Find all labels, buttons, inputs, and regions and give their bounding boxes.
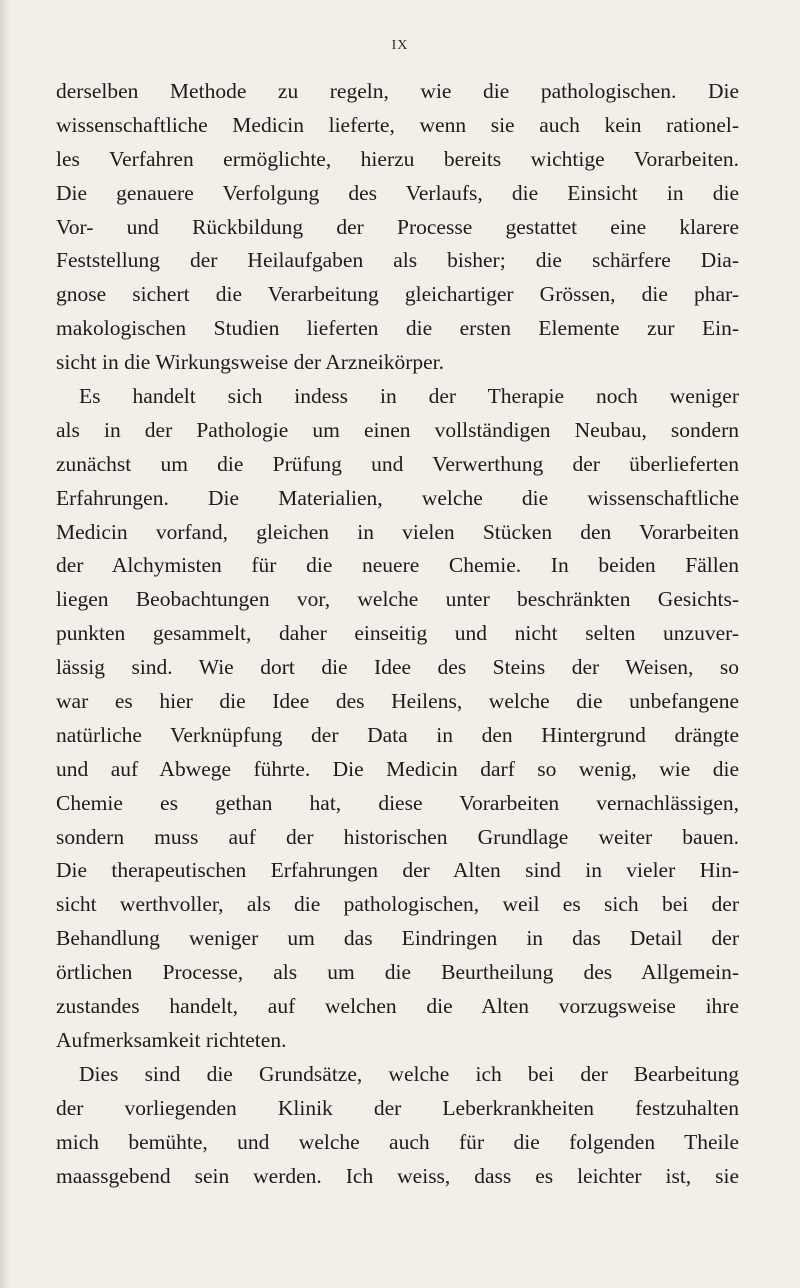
text-line: wissenschaftliche Medicin lieferte, wenn sie auch kein rationel- <box>56 112 739 137</box>
text-line: Die therapeutischen Erfahrungen der Alten sind in vieler Hin- <box>56 858 739 883</box>
body-text <box>56 75 739 1193</box>
text-line: örtlichen Processe, als um die Beurtheilung des Allgemein- <box>56 960 739 985</box>
text-line: war es hier die Idee des Heilens, welche die unbefangene <box>56 689 739 714</box>
text-line: liegen Beobachtungen vor, welche unter beschränkten Gesichts- <box>56 587 739 612</box>
text-line: zunächst um die Prüfung und Verwerthung der überlieferten <box>56 451 739 476</box>
paragraph-1 <box>56 75 739 380</box>
text-line: punkten gesammelt, daher einseitig und nicht selten unzuver- <box>56 621 739 646</box>
paragraph-2 <box>56 380 739 1058</box>
text-line: Vor- und Rückbildung der Processe gestattet eine klarere <box>56 214 739 239</box>
text-line: sicht in die Wirkungsweise der Arzneikörper. <box>56 350 445 375</box>
text-line: als in der Pathologie um einen vollständigen Neubau, sondern <box>56 417 739 442</box>
text-line: Erfahrungen. Die Materialien, welche die wissenschaftliche <box>56 485 739 510</box>
page-number: IX <box>391 38 409 53</box>
text-line: Dies sind die Grundsätze, welche ich bei der Bearbeitung <box>79 1061 739 1086</box>
text-line: Feststellung der Heilaufgaben als bisher; die schärfere Dia- <box>56 248 739 273</box>
text-line: natürliche Verknüpfung der Data in den Hintergrund drängte <box>56 722 739 747</box>
text-line: mich bemühte, und welche auch für die folgenden Theile <box>56 1129 739 1154</box>
text-line: les Verfahren ermöglichte, hierzu bereits wichtige Vorarbeiten. <box>56 146 739 171</box>
text-line: Behandlung weniger um das Eindringen in das Detail der <box>56 926 739 951</box>
text-line: makologischen Studien lieferten die ersten Elemente zur Ein- <box>56 316 739 341</box>
text-line: Aufmerksamkeit richteten. <box>56 1027 287 1052</box>
text-line: sicht werthvoller, als die pathologischen, weil es sich bei der <box>56 892 739 917</box>
text-line: maassgebend sein werden. Ich weiss, dass es leichter ist, sie <box>56 1163 739 1188</box>
text-line: derselben Methode zu regeln, wie die pathologischen. Die <box>56 79 739 103</box>
text-line: zustandes handelt, auf welchen die Alten vorzugsweise ihre <box>56 994 739 1019</box>
text-line: lässig sind. Wie dort die Idee des Steins der Weisen, so <box>56 655 739 680</box>
text-line: Die genauere Verfolgung des Verlaufs, die Einsicht in die <box>56 180 739 205</box>
text-line: und auf Abwege führte. Die Medicin darf so wenig, wie die <box>56 756 739 781</box>
text-line: der Alchymisten für die neuere Chemie. In beiden Fällen <box>56 553 739 578</box>
text-line: gnose sichert die Verarbeitung gleichartiger Grössen, die phar- <box>56 282 739 307</box>
text-line: sondern muss auf der historischen Grundlage weiter bauen. <box>56 824 739 849</box>
text-line: Es handelt sich indess in der Therapie noch weniger <box>79 384 739 409</box>
paragraph-3 <box>56 1058 739 1194</box>
text-line: der vorliegenden Klinik der Leberkrankheiten festzuhalten <box>56 1095 739 1120</box>
text-line: Chemie es gethan hat, diese Vorarbeiten vernachlässigen, <box>56 790 739 815</box>
text-line: Medicin vorfand, gleichen in vielen Stücken den Vorarbeiten <box>56 519 739 544</box>
